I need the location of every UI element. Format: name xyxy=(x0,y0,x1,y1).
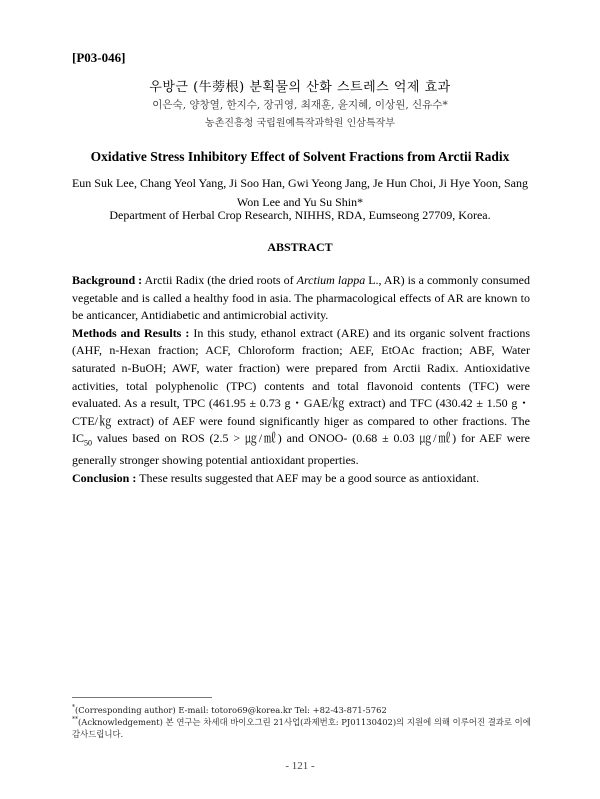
footnote-mark-1: * xyxy=(72,704,75,711)
english-authors: Eun Suk Lee, Chang Yeol Yang, Ji Soo Han, Gwi Yeong Jang, Je Hun Choi, Ji Hye Yoon, Sang Won Lee and Yu Su Shin* xyxy=(71,176,529,209)
methods-text-a: In this study, ethanol extract (ARE) and its organic solvent fractions (AHF, n-Hexan fraction; ACF, Chloroform fraction; AEF, EtOAc fraction; ABF, Water saturated n-BuOH; AWF, water fraction) were prepared from Arctii Radix. Antioxidative activities, total polyphenolic (TPC) contents and total flavonoid contents (TFC) were evaluated. As a result, TPC (461.95 ± 0.73 g・GAE/㎏ extract) and TFC (430.42 ± 1.50 g・CTE/㎏ extract) of AEF were found significantly higer as compared to other fractions. The IC xyxy=(72,325,530,446)
background-paragraph xyxy=(72,272,530,325)
english-affiliation: Department of Herbal Crop Research, NIHHS, RDA, Eumseong 27709, Korea. xyxy=(109,208,491,222)
page-number: - 121 - xyxy=(285,760,315,772)
methods-paragraph xyxy=(72,325,530,470)
abstract-body xyxy=(72,272,530,488)
conclusion-label: Conclusion : xyxy=(72,470,137,485)
conclusion-paragraph xyxy=(72,470,530,488)
species-name: Arctium lappa xyxy=(296,273,366,287)
methods-text-b: values based on ROS (2.5 > ㎍/㎖) and ONOO- (0.68 ± 0.03 ㎍/㎖) for AEF were generally stronger showing potential antioxidant properties. xyxy=(72,431,530,468)
english-title: Oxidative Stress Inhibitory Effect of Solvent Fractions from Arctii Radix xyxy=(90,149,510,164)
conclusion-text: These results suggested that AEF may be a good source as antioxidant. xyxy=(136,470,480,485)
korean-title: 우방근 (牛蒡根) 분획물의 산화 스트레스 억제 효과 xyxy=(149,80,451,95)
footnote-acknowledgement-text: (Acknowledgement) 본 연구는 차세대 바이오그린 21사업(과제번호: PJ01130402)의 지원에 의해 이루어진 결과로 이에 감사드립니다. xyxy=(72,716,531,740)
abstract-code: [P03-046] xyxy=(72,50,126,65)
korean-authors: 이은숙, 양창열, 한지수, 장귀영, 최재훈, 윤지혜, 이상원, 신유수* xyxy=(152,99,448,111)
footnote-corresponding-text: (Corresponding author) E-mail: totoro69@korea.kr Tel: +82-43-871-5762 xyxy=(75,704,387,715)
background-text-a: Arctii Radix (the dried roots of xyxy=(142,273,297,287)
abstract-heading: ABSTRACT xyxy=(267,240,333,254)
background-label: Background : xyxy=(72,273,143,287)
methods-label: Methods and Results : xyxy=(72,325,190,340)
footnote-divider xyxy=(72,697,212,698)
background-text-b: L., AR) is a commonly consumed vegetable and is called a healthy food in asia. The pharmacological effects of AR are known to be anticancer, Antidiabetic and antimicrobial activity. xyxy=(72,273,530,323)
footnote-mark-2: ** xyxy=(72,716,78,723)
ic50-subscript: 50 xyxy=(84,438,92,448)
korean-affiliation: 농촌진흥청 국립원예특작과학원 인삼특작부 xyxy=(205,118,395,129)
footnote-acknowledgement xyxy=(72,714,534,741)
